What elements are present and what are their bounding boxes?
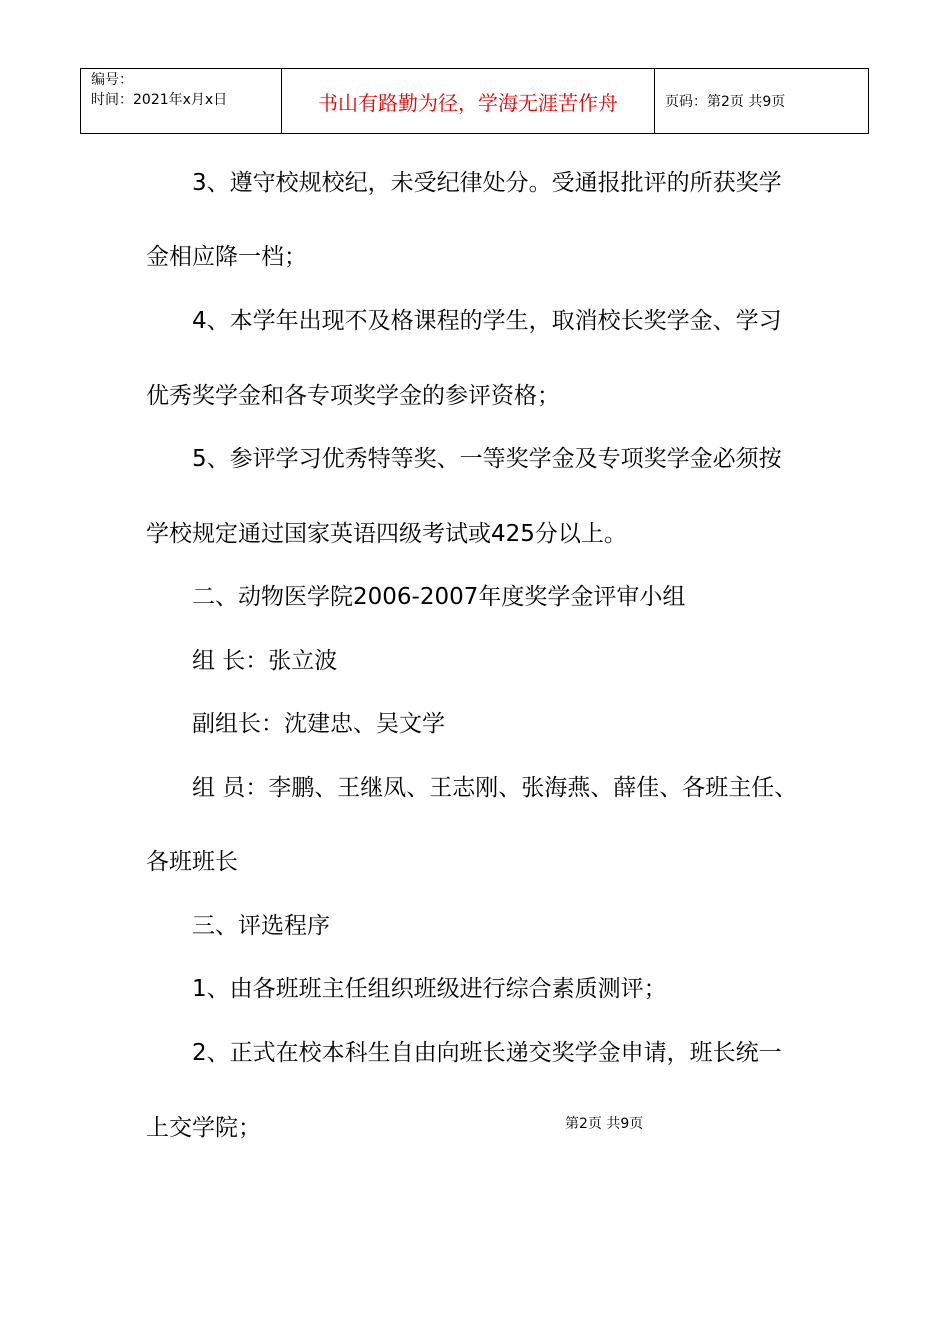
paragraph-line: 学校规定通过国家英语四级考试或425分以上。	[146, 521, 627, 547]
paragraph-line: 各班班长	[146, 849, 238, 875]
motto: 书山有路勤为径，学海无涯苦作舟	[282, 69, 655, 133]
header-info-cell	[81, 69, 282, 133]
section-heading: 二、动物医学院2006-2007年度奖学金评审小组	[192, 584, 686, 610]
number-label: 编号：	[91, 72, 133, 88]
paragraph-line: 1、由各班班主任组织班级进行综合素质测评；	[192, 976, 667, 1002]
paragraph-line: 2、正式在校本科生自由向班长递交奖学金申请，班长统一	[192, 1040, 782, 1066]
section-heading: 三、评选程序	[192, 913, 330, 939]
paragraph-line: 3、遵守校规校纪，未受纪律处分。受通报批评的所获奖学	[192, 170, 782, 196]
paragraph-line: 金相应降一档；	[146, 244, 307, 270]
header-table	[80, 68, 869, 134]
paragraph-line: 5、参评学习优秀特等奖、一等奖学金及专项奖学金必须按	[192, 446, 782, 472]
paragraph-line: 4、本学年出现不及格课程的学生，取消校长奖学金、学习	[192, 308, 782, 334]
paragraph-line: 优秀奖学金和各专项奖学金的参评资格；	[146, 383, 560, 409]
page-footer: 第2页 共9页	[565, 1116, 644, 1132]
page-label: 页码：第2页 共9页	[665, 94, 786, 110]
paragraph-line: 上交学院；	[146, 1115, 261, 1141]
time-label: 时间：2021年x月x日	[91, 92, 228, 108]
paragraph-line: 组 员：李鹏、王继凤、王志刚、张海燕、薛佳、各班主任、	[192, 775, 798, 801]
paragraph-line: 副组长：沈建忠、吴文学	[192, 711, 445, 737]
paragraph-line: 组 长：张立波	[192, 648, 338, 674]
